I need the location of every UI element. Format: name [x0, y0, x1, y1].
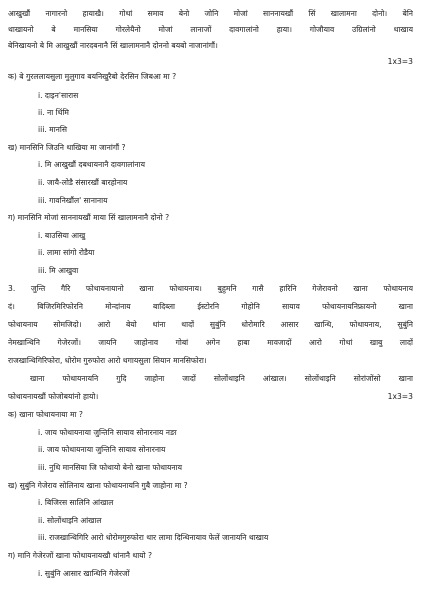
passage-line: राजखान्थिगिरिफोरा, धोरोम गुरुफोरा आरो थगायसुला सियान मानसिफोरा।: [8, 356, 207, 365]
passage-line: 3. जुन्ति गैरि फोथायनायानो खाना फोथायनाय। बुहुमनि गासै हारिनि गेजेरावनो खाना फोथायनाय: [8, 284, 413, 293]
marks-label: 1x3=3: [387, 57, 413, 66]
option-4-ii: ii. जाय फोथायनाया जुन्तिनि सायाव सोनारनाय: [38, 445, 166, 454]
option-2-ii: ii. जायै-लोडै संसारखौं बारहोनाय: [38, 178, 128, 187]
passage-line: थाखायनो बे मानसिया गोरलेयैनो मोजां लानाजों दावगालांनो हाया। गोजौयाव उग्रिलांनो थाखाय: [8, 25, 413, 34]
passage-line: खाना फोथायनायनि गुदि जाहोना जादों सोलोंथाइनि आंखाल। सोलोंथाइनि सोरांजोंसो खाना: [30, 374, 413, 383]
question-3: ग) मानसिनि मोजां साननायखौं माया सिं खालामनानै दोनो ?: [8, 213, 170, 222]
option-3-ii: ii. लामा सांगो रोडैया: [38, 248, 95, 257]
option-3-i: i. बाउसिया आखु: [38, 231, 86, 240]
question-1: क) बे गुरललायसुला मुलुगाव बयनिखुरैबो देरसिन जिबआ मा ?: [8, 72, 177, 81]
option-5-i: i. बिजिरस सालिनि आंखाल: [38, 498, 114, 507]
marks-label: 1x3=3: [387, 392, 413, 401]
passage-line: बेनिखायनो बे मि आखुखौं नारदबनानै सिं खालामनानै दोननो बयबो नाजानांगौं।: [8, 41, 218, 50]
option-5-iii: iii. राजखान्थिगिरि आरो धोरोमगुरुफोरा थार लामा दिन्थिनायाव फेलें जानायनि थाखाय: [38, 533, 269, 542]
option-5-ii: ii. सोलोंथाइनि आंखाल: [38, 516, 102, 525]
option-6-i: i. सुबुंनि आसार खान्थिनि गेजेरजों: [38, 569, 130, 578]
question-2: ख) मानसिनि जिउनि थाखिया मा जानांगौं ?: [8, 143, 126, 152]
passage-line: फोथायनाय सोमजिदो। आरो बेयो थांना थादों सुबुंनि धोरोमारि आसार खान्थि, फोथायनाय, सुबुंनि: [8, 320, 413, 329]
passage-line: नेमखान्थिनि गेजेरजों। जायनि जाहोनाव गोबां अगेन हाबा मावजादों आरो गोथां खाबु लादों: [8, 338, 413, 347]
option-1-ii: ii. ना थिंमि: [38, 108, 69, 117]
option-3-iii: iii. मि आखुवा: [38, 266, 79, 275]
option-4-iii: iii. नुथि मानसिया जि फोथायो बेनो खाना फोथायनाय: [38, 463, 182, 472]
passage-line: आखुखौं नागारनो हायाखै। गोथां समाव बेनो जोनि मोजां साननायखौं सिं खालामना दोनो। बेनि: [8, 9, 413, 18]
question-5: ख) सुबुंनि गेजेराव सोलिनाय खाना फोथायनायनि गुबै जाहोना मा ?: [8, 481, 188, 490]
passage-line: फोथायनायखौं फोजोबयांनो हायो।: [8, 392, 99, 401]
option-2-iii: iii. गावनिखौंल' सानानाय: [38, 196, 108, 205]
option-2-i: i. मि आखुखौं दबथायनानै दावगालांनाय: [38, 160, 145, 169]
option-1-i: i. दाइन'सारास: [38, 91, 79, 100]
option-1-iii: iii. मानसि: [38, 125, 67, 134]
question-6: ग) मानि गेजेरजों खाना फोथायनायखौ थांनानै थायो ?: [8, 551, 153, 560]
passage-line: दं। बिजिरमिरिफोरनि मोन्दांनाय बादिब्ला ईस्टोरनि गोहोनि सायाव फोथायनायनिफ्रायनो खाना: [8, 302, 413, 311]
option-4-i: i. जाय फोथायनाया जुन्तिनि सायाव सोनारनाय नङा: [38, 428, 177, 437]
question-4: क) खाना फोथायनाया मा ?: [8, 410, 83, 419]
